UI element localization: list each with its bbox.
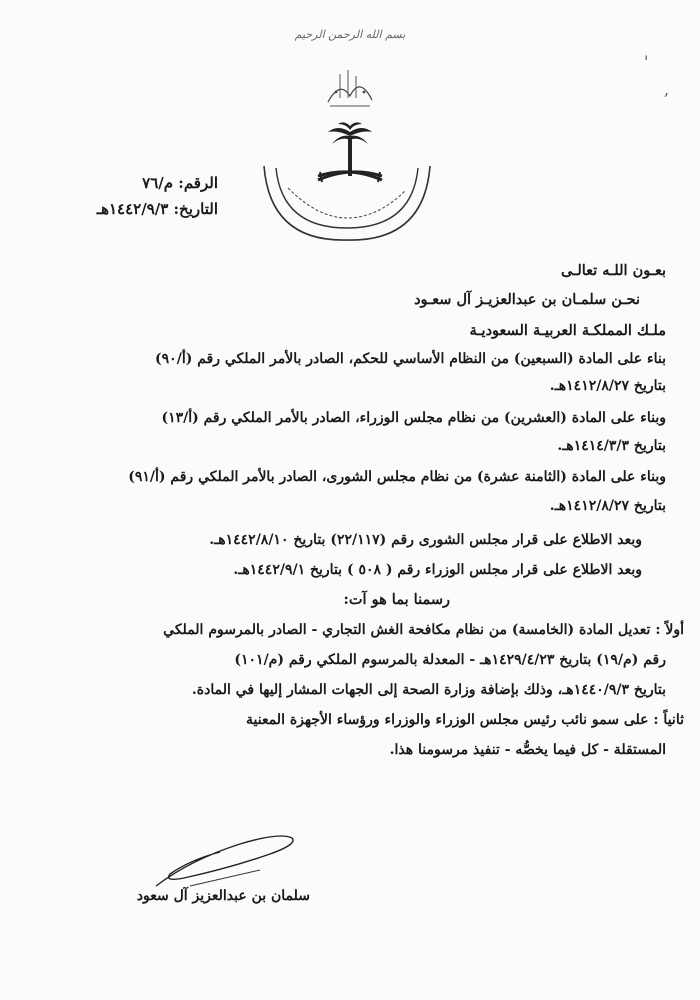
preamble-line: بتاريخ ١٤١٤/٣/٣هـ. [557,438,666,454]
preamble-line: وبعد الاطلاع على قرار مجلس الوزراء رقم ( ٥٠٨ ) بتاريخ ١٤٤٢/٩/١هـ. [233,562,642,578]
preamble-line: وبعد الاطلاع على قرار مجلس الشورى رقم (٢٢/١١٧) بتاريخ ١٤٤٢/٨/١٠هـ. [209,532,642,548]
king-title-line: ملـك المملكـة العربيـة السعوديـة [469,322,666,339]
document-meta [18,170,218,222]
document-date: التاريخ: ١٤٤٢/٩/٣هـ [96,200,218,218]
reference-number: الرقم: م/٧٦ [142,174,218,192]
decree-heading: رسمنا بما هو آت: [343,591,450,608]
corner-mark: , [664,80,670,99]
decree-line: ثانياً : على سمو نائب رئيس مجلس الوزراء والوزراء ورؤساء الأجهزة المعنية [246,712,684,728]
decree-line: رقم (م/١٩) بتاريخ ١٤٢٩/٤/٢٣هـ - المعدلة بالمرسوم الملكي رقم (م/١٠١) [234,652,666,668]
signer-name: سلمان بن عبدالعزيز آل سعود [136,888,310,904]
decree-line: المستقلة - كل فيما يخصُّه - تنفيذ مرسومنا هذا. [389,742,666,758]
preamble-line: بتاريخ ١٤١٢/٨/٢٧هـ. [549,498,666,514]
handwritten-signature [150,830,300,890]
king-name-line: نحـن سلمـان بن عبدالعزيـز آل سعـود [414,291,640,308]
preamble-line: بتاريخ ١٤١٢/٨/٢٧هـ. [549,378,666,394]
invocation-line: بعـون اللـه تعالـى [561,262,666,279]
decree-line: أولاً : تعديل المادة (الخامسة) من نظام مكافحة الغش التجاري - الصادر بالمرسوم الملكي [163,622,684,638]
preamble-line: وبناء على المادة (الثامنة عشرة) من نظام مجلس الشورى، الصادر بالأمر الملكي رقم (أ/٩١) [128,469,666,485]
shahada-calligraphy [300,62,400,114]
basmala-text: بسم الله الرحمن الرحيم [294,28,406,41]
preamble-line: بناء على المادة (السبعين) من النظام الأساسي للحكم، الصادر بالأمر الملكي رقم (أ/٩٠) [155,351,666,367]
preamble-line: وبناء على المادة (العشرين) من نظام مجلس الوزراء، الصادر بالأمر الملكي رقم (أ/١٣) [161,410,666,426]
kingdom-arc-seal [258,148,436,244]
corner-mark: ' [644,52,649,71]
decree-line: بتاريخ ١٤٤٠/٩/٣هـ، وذلك بإضافة وزارة الصحة إلى الجهات المشار إليها في المادة. [191,682,666,698]
